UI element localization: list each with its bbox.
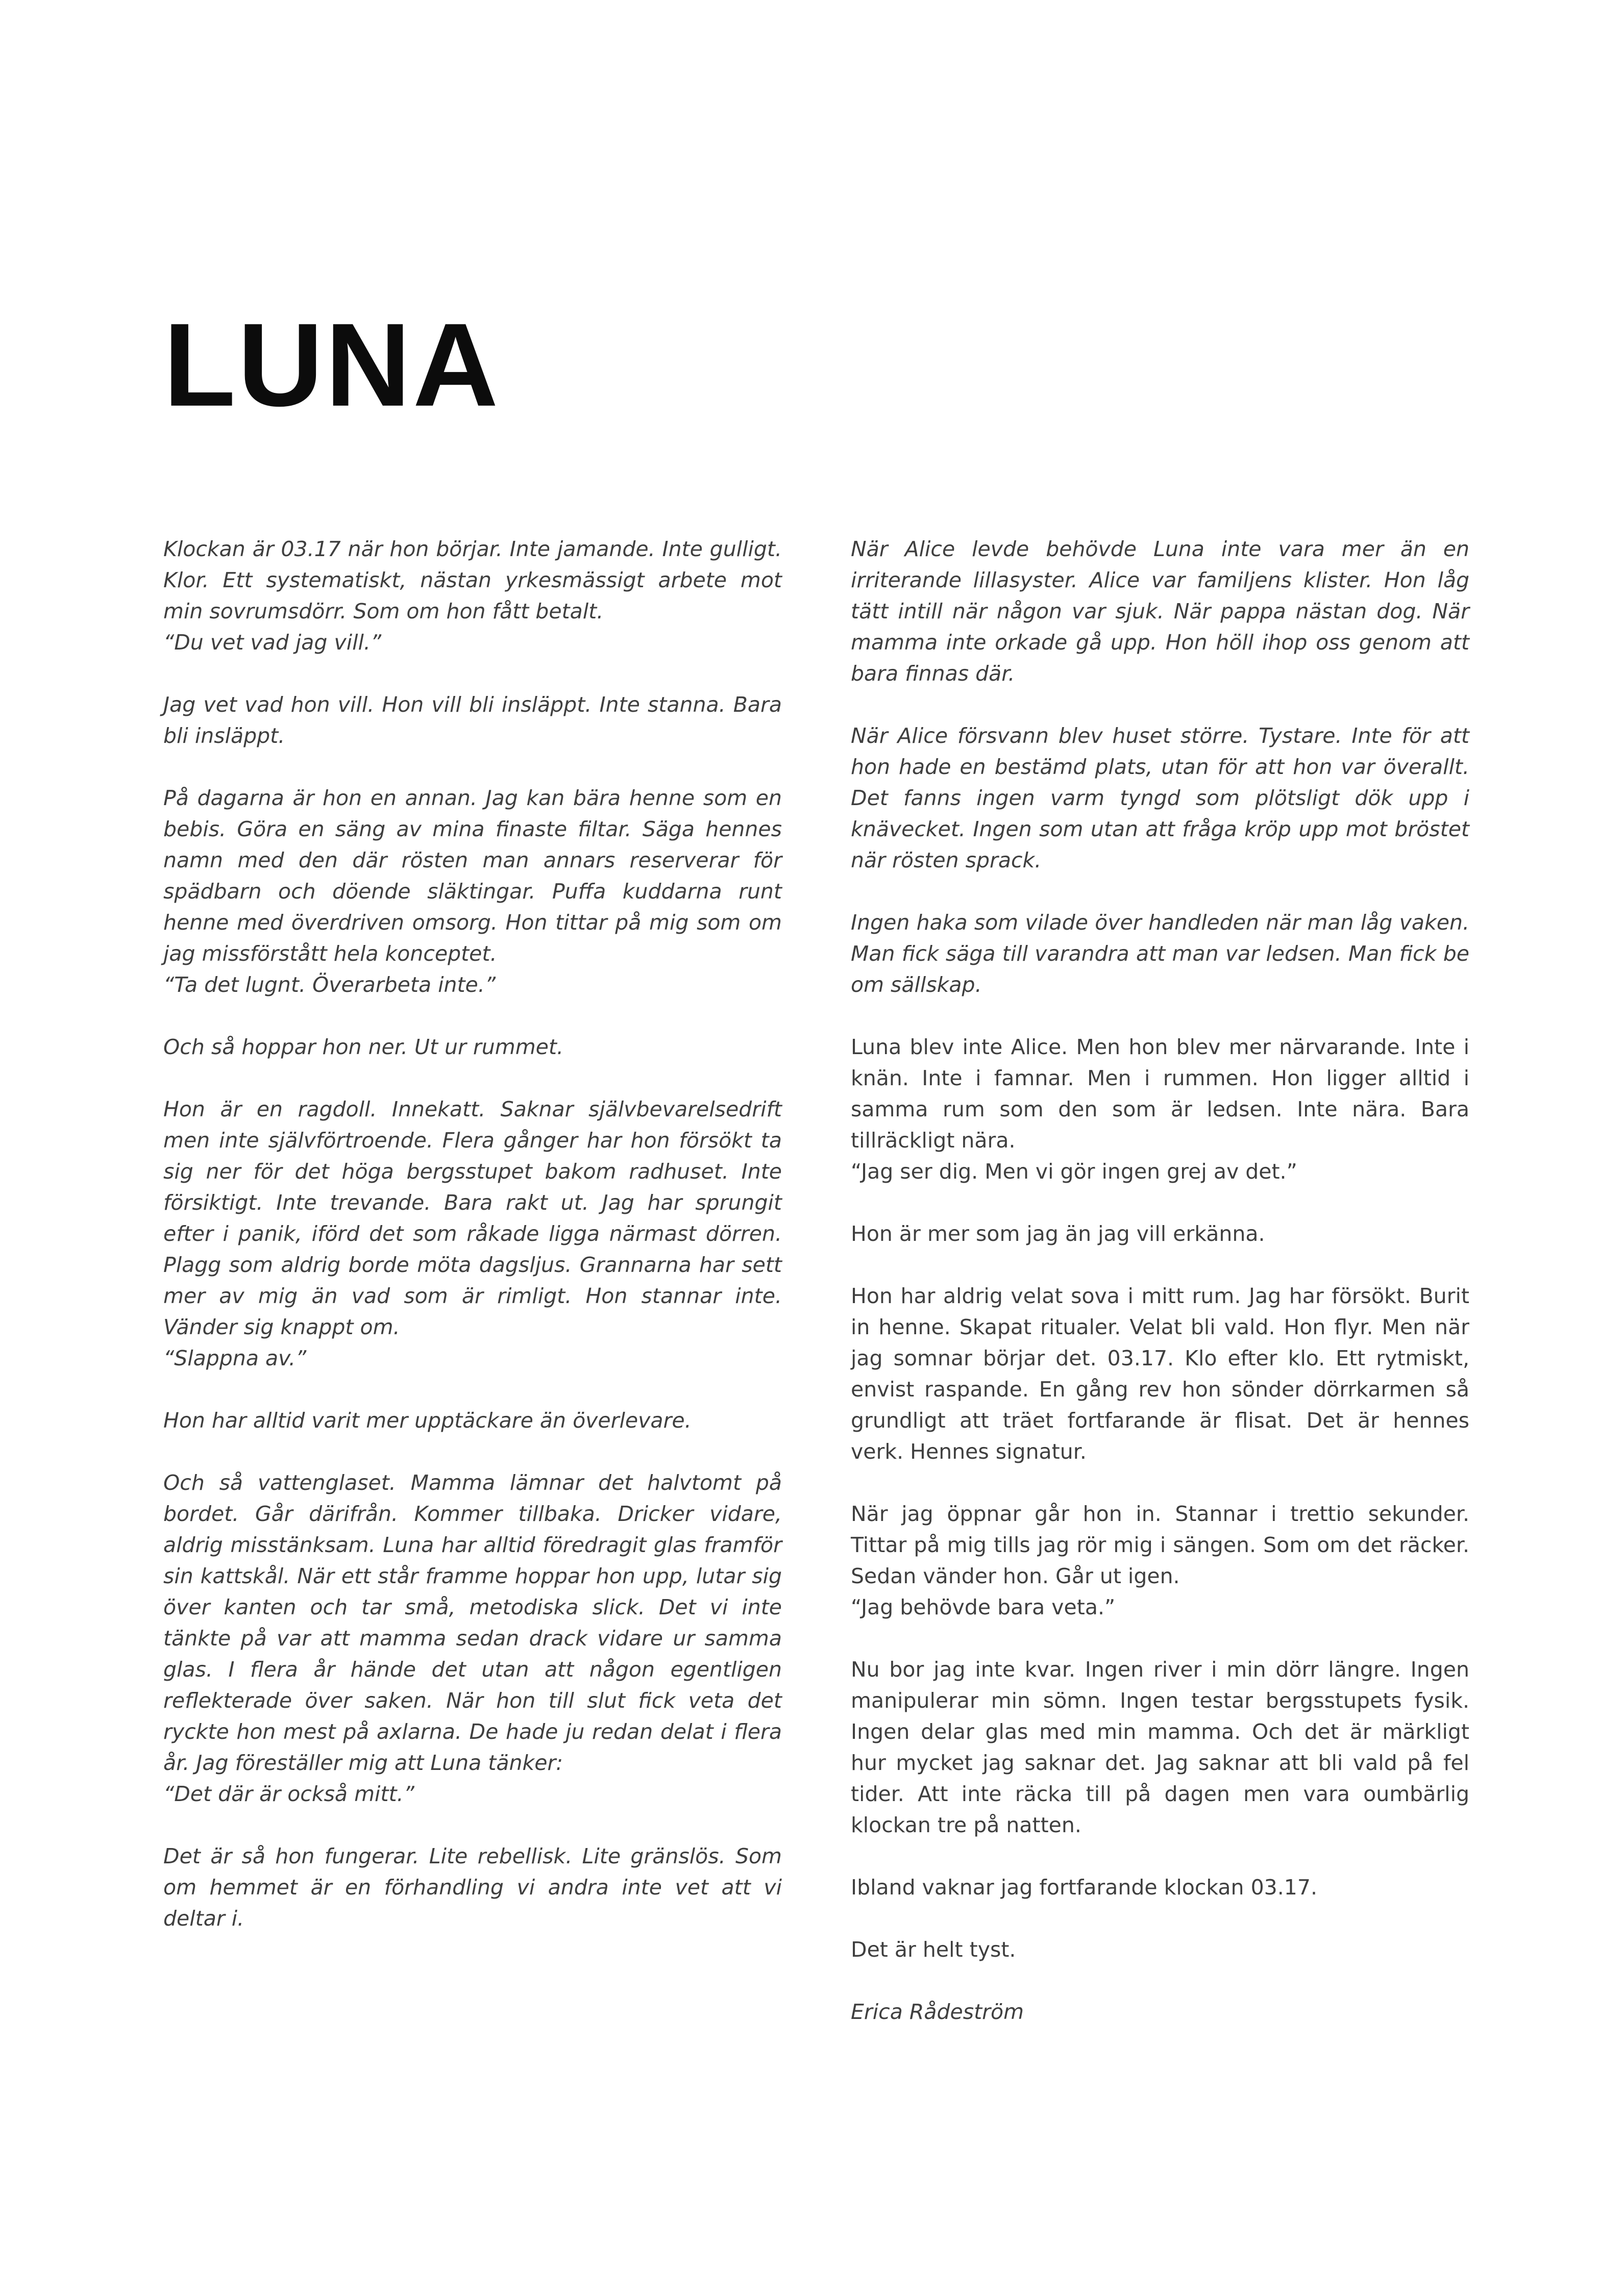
paragraph <box>851 534 1469 689</box>
paragraph <box>163 689 782 752</box>
paragraph <box>163 1094 782 1374</box>
paragraph <box>163 1405 782 1436</box>
paragraph-line: “Jag ser dig. Men vi gör ingen grej av det.” <box>851 1159 1297 1184</box>
paragraph <box>851 1654 1469 1841</box>
paragraph <box>851 1934 1469 1965</box>
paragraph-line: “Ta det lugnt. Överarbeta inte.” <box>163 972 496 997</box>
paragraph-line: Det är helt tyst. <box>851 1937 1016 1962</box>
paragraph <box>163 783 782 1001</box>
paragraph-line: Och så vattenglaset. Mamma lämnar det halvtomt på bordet. Går därifrån. Kommer tillbaka. Dricker vidare, aldrig misstänksam. Luna har alltid föredragit glas framför sin kattskål. När ett står framme hoppar hon upp, lutar sig över kanten och tar små, metodiska slick. Det vi inte tänkte på var att mamma sedan drack vidare ur samma glas. I flera år hände det utan att någon egentligen reflekterade över saken. När hon till slut fick veta det ryckte hon mest på axlarna. De hade ju redan delat i flera år. Jag föreställer mig att Luna tänker: <box>163 1470 782 1775</box>
paragraph-line: Jag vet vad hon vill. Hon vill bli insläppt. Inte stanna. Bara bli insläppt. <box>163 692 782 748</box>
paragraph-line: “Jag behövde bara veta.” <box>851 1595 1116 1619</box>
paragraph-line: När Alice försvann blev huset större. Tystare. Inte för att hon hade en bestämd plats, utan för att hon var överallt. Det fanns ingen varm tyngd som plötsligt dök upp i knävecket. Ingen som utan att fråga kröp upp mot bröstet när rösten sprack. <box>851 723 1469 872</box>
paragraph <box>851 1218 1469 1250</box>
paragraph-line: Och så hoppar hon ner. Ut ur rummet. <box>163 1035 563 1059</box>
paragraph-line: När Alice levde behövde Luna inte vara mer än en irriterande lillasyster. Alice var familjens klister. Hon låg tätt intill när någon var sjuk. När pappa nästan dog. När mamma inte orkade gå upp. Hon höll ihop oss genom att bara finnas där. <box>851 537 1469 686</box>
paragraph <box>163 1841 782 1934</box>
paragraph-line: Hon är en ragdoll. Innekatt. Saknar självbevarelsedrift men inte självförtroende. Flera gånger har hon försökt ta sig ner för det höga bergsstupet bakom radhuset. Inte försiktigt. Inte trevande. Bara rakt ut. Jag har sprungit efter i panik, iförd det som råkade ligga närmast dörren. Plagg som aldrig borde möta dagsljus. Grannarna har sett mer av mig än vad som är rimligt. Hon stannar inte. Vänder sig knappt om. <box>163 1097 782 1339</box>
paragraph <box>851 1281 1469 1467</box>
paragraph-line: Hon har alltid varit mer upptäckare än överlevare. <box>163 1408 692 1433</box>
paragraph-line: Klockan är 03.17 när hon börjar. Inte jamande. Inte gulligt. Klor. Ett systematiskt, nästan yrkesmässigt arbete mot min sovrumsdörr. Som om hon fått betalt. <box>163 537 782 623</box>
paragraph <box>163 1032 782 1063</box>
paragraph-line: Luna blev inte Alice. Men hon blev mer närvarande. Inte i knän. Inte i famnar. Men i rummen. Hon ligger alltid i samma rum som den som är ledsen. Inte nära. Bara tillräckligt nära. <box>851 1035 1469 1153</box>
paragraph-line: Nu bor jag inte kvar. Ingen river i min dörr längre. Ingen manipulerar min sömn. Ingen testar bergsstupets fysik. Ingen delar glas med min mamma. Och det är märkligt hur mycket jag saknar det. Jag saknar att bli vald på fel tider. Att inte räcka till på dagen men vara oumbärlig klockan tre på natten. <box>851 1657 1469 1837</box>
paragraph-line: “Det där är också mitt.” <box>163 1782 414 1806</box>
right-column <box>851 534 1469 2028</box>
paragraph-line: När jag öppnar går hon in. Stannar i trettio sekunder. Tittar på mig tills jag rör mig i sängen. Som om det räcker. Sedan vänder hon. Går ut igen. <box>851 1502 1469 1588</box>
paragraph <box>163 1467 782 1810</box>
page-title: LUNA <box>163 299 501 431</box>
paragraph-line: Hon har aldrig velat sova i mitt rum. Jag har försökt. Burit in henne. Skapat ritualer. Velat bli vald. Hon flyr. Men när jag somnar börjar det. 03.17. Klo efter klo. Ett rytmiskt, envist raspande. En gång rev hon sönder dörrkarmen så grundligt att träet fortfarande är flisat. Det är hennes verk. Hennes signatur. <box>851 1284 1469 1464</box>
paragraph-line: Det är så hon fungerar. Lite rebellisk. Lite gränslös. Som om hemmet är en förhandling vi andra inte vet att vi deltar i. <box>163 1844 782 1931</box>
paragraph <box>851 1872 1469 1903</box>
paragraph <box>163 534 782 658</box>
paragraph <box>851 1499 1469 1623</box>
paragraph-line: “Slappna av.” <box>163 1346 307 1370</box>
paragraph-line: Hon är mer som jag än jag vill erkänna. <box>851 1221 1265 1246</box>
paragraph-line: Ingen haka som vilade över handleden när man låg vaken. Man fick säga till varandra att man var ledsen. Man fick be om sällskap. <box>851 910 1469 997</box>
paragraph-line: På dagarna är hon en annan. Jag kan bära henne som en bebis. Göra en säng av mina finaste filtar. Säga hennes namn med den där rösten man annars reserverar för spädbarn och döende släktingar. Puffa kuddarna runt henne med överdriven omsorg. Hon tittar på mig som om jag missförstått hela konceptet. <box>163 786 782 966</box>
paragraph-line: Ibland vaknar jag fortfarande klockan 03.17. <box>851 1875 1317 1900</box>
paragraph <box>851 907 1469 1001</box>
paragraph-line: “Du vet vad jag vill.” <box>163 630 382 655</box>
paragraph <box>851 1032 1469 1187</box>
paragraph <box>851 720 1469 876</box>
left-column <box>163 534 782 1965</box>
author-signature: Erica Rådeström <box>851 2000 1024 2024</box>
